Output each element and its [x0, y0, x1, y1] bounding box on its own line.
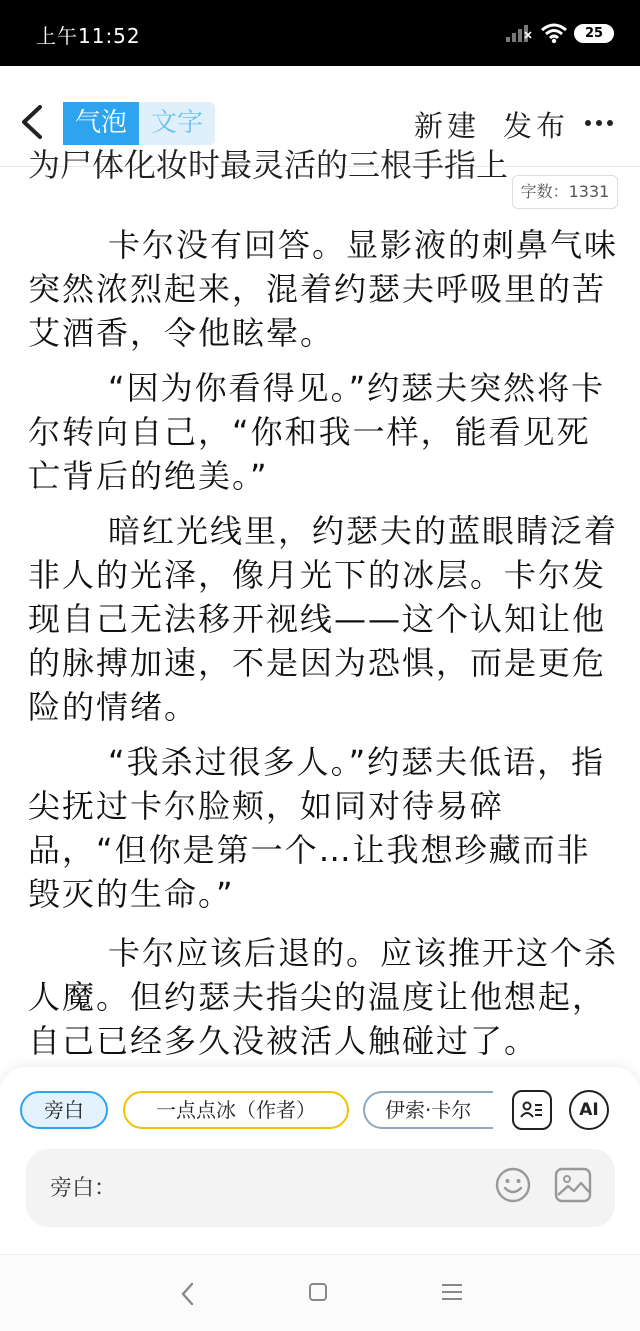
nav-home-icon[interactable]: [309, 1283, 327, 1301]
ai-button[interactable]: AI: [569, 1090, 609, 1130]
emoji-icon[interactable]: [495, 1167, 531, 1203]
more-icon[interactable]: [585, 120, 615, 128]
input-label: 旁白：: [50, 1176, 117, 1201]
status-time: 上午11:52: [36, 24, 141, 48]
paragraph: 卡尔应该后退的。应该推开这个杀人魔。但约瑟夫指尖的温度让他想起，自己已经多久没被活人触碰过了。: [28, 934, 619, 1060]
image-icon[interactable]: [554, 1167, 592, 1203]
character-card-icon[interactable]: [512, 1090, 552, 1130]
paragraph: “因为你看得见。”约瑟夫突然将卡尔转向自己，“你和我一样，能看见死亡背后的绝美。”: [28, 369, 606, 495]
role-chip-author[interactable]: 一点点冰（作者）: [123, 1091, 349, 1129]
role-chip-narrator[interactable]: 旁白: [20, 1091, 108, 1129]
paragraph: 暗红光线里，约瑟夫的蓝眼睛泛着非人的光泽，像月光下的冰层。卡尔发现自己无法移开视线——这个认知让他的脉搏加速，不是因为恐惧，而是更危险的情绪。: [28, 512, 619, 726]
status-bar: [0, 0, 640, 66]
tab-bubble[interactable]: 气泡: [63, 102, 139, 145]
battery-icon: 25: [574, 24, 614, 43]
signal-icon: [506, 24, 532, 42]
compose-panel: [0, 1067, 640, 1254]
nav-back-icon[interactable]: [176, 1279, 200, 1309]
tab-text[interactable]: 文字: [150, 108, 203, 138]
narration-input[interactable]: [26, 1149, 615, 1227]
paragraph: 卡尔没有回答。显影液的刺鼻气味突然浓烈起来，混着约瑟夫呼吸里的苦艾酒香，令他眩晕。: [28, 226, 619, 352]
partial-text-line: 为尸体化妆时最灵活的三根手指上: [28, 146, 509, 184]
role-chip-character[interactable]: 伊索·卡尔: [363, 1091, 493, 1129]
publish-button[interactable]: 发布: [503, 109, 570, 143]
back-icon[interactable]: [18, 104, 46, 140]
paragraph: “我杀过很多人。”约瑟夫低语，指尖抚过卡尔脸颊，如同对待易碎品，“但你是第一个…让我想珍藏而非毁灭的生命。”: [28, 743, 606, 913]
word-count-badge: 字数：1331: [512, 175, 618, 209]
system-nav-bar: [0, 1254, 640, 1331]
nav-menu-icon[interactable]: [442, 1284, 462, 1300]
wifi-icon: [540, 22, 568, 44]
new-button[interactable]: 新建: [414, 109, 481, 143]
story-content[interactable]: [0, 146, 640, 1067]
mode-toggle[interactable]: [63, 102, 215, 145]
